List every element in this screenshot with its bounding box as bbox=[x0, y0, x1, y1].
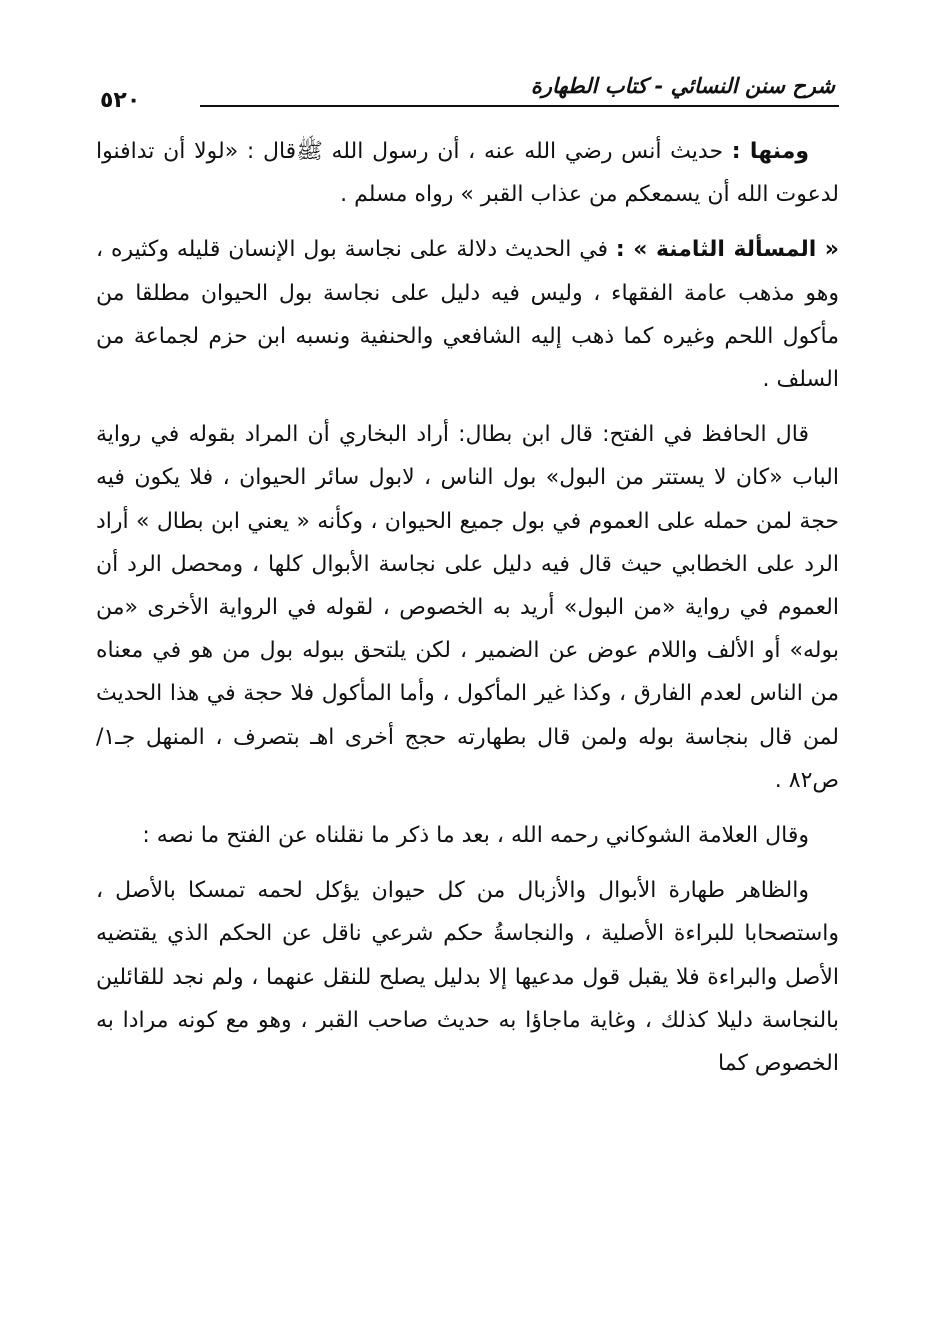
paragraph bbox=[96, 130, 839, 216]
paragraph-text: والظاهر طهارة الأبوال والأزبال من كل حيوان يؤكل لحمه تمسكا بالأصل ، واستصحابا للبراءة الأصلية ، والنجاسةُ حكم شرعي ناقل عن الحكم الذي يقتضيه الأصل والبراءة فلا يقبل قول مدعيها إلا بدليل يصلح للنقل عنهما ، ولم نجد للقائلين بالنجاسة دليلا كذلك ، وغاية ماجاؤا به حديث صاحب القبر ، وهو مع كونه مرادا به الخصوص كما bbox=[96, 878, 839, 1077]
paragraph bbox=[96, 869, 839, 1085]
paragraph-text: في الحديث دلالة على نجاسة بول الإنسان قليله وكثيره ، وهو مذهب عامة الفقهاء ، وليس فيه دليل على نجاسة بول الحيوان مطلقا من مأكول اللحم وغيره كما ذهب إليه الشافعي والحنفية ونسبه ابن حزم لجماعة من السلف . bbox=[96, 237, 839, 393]
section-heading: « المسألة الثامنة » : bbox=[615, 237, 839, 263]
paragraph-text: حديث أنس رضي الله عنه ، أن رسول الله ﷺقال : «لولا أن تدافنوا لدعوت الله أن يسمعكم من عذاب القبر » رواه مسلم . bbox=[96, 139, 839, 208]
paragraph-lead: ومنها : bbox=[731, 139, 809, 164]
paragraph-text: قال الحافظ في الفتح: قال ابن بطال: أراد البخاري أن المراد بقوله في رواية الباب «كان لا يستتر من البول» بول الناس ، لابول سائر الحيوان ، فلا يكون فيه حجة لمن حمله على العموم في بول جميع الحيوان ، وكأنه « يعني ابن بطال » أراد الرد على الخطابي حيث قال فيه دليل على نجاسة الأبوال كلها ، ومحصل الرد أن العموم في رواية «من البول» أريد به الخصوص ، لقوله في الرواية الأخرى «من بوله» أو الألف واللام عوض عن الضمير ، لكن يلتحق ببوله بول من هو في معناه من الناس لعدم الفارق ، وكذا غير المأكول ، وأما المأكول فلا حجة في هذا الحديث لمن قال بنجاسة بوله ولمن قال بطهارته حجج أخرى اهـ بتصرف ، المنهل جـ١/ ص٨٢ . bbox=[96, 422, 839, 793]
body-text bbox=[96, 130, 839, 1085]
paragraph bbox=[96, 228, 839, 401]
paragraph bbox=[96, 814, 839, 857]
page-header bbox=[96, 74, 839, 114]
paragraph bbox=[96, 413, 839, 802]
paragraph-text: وقال العلامة الشوكاني رحمه الله ، بعد ما ذكر ما نقلناه عن الفتح ما نصه : bbox=[142, 823, 809, 849]
header-rule bbox=[200, 105, 839, 107]
page-number: ٥٢٠ bbox=[96, 88, 200, 113]
running-title: شرح سنن النسائي - كتاب الطهارة bbox=[530, 74, 835, 98]
